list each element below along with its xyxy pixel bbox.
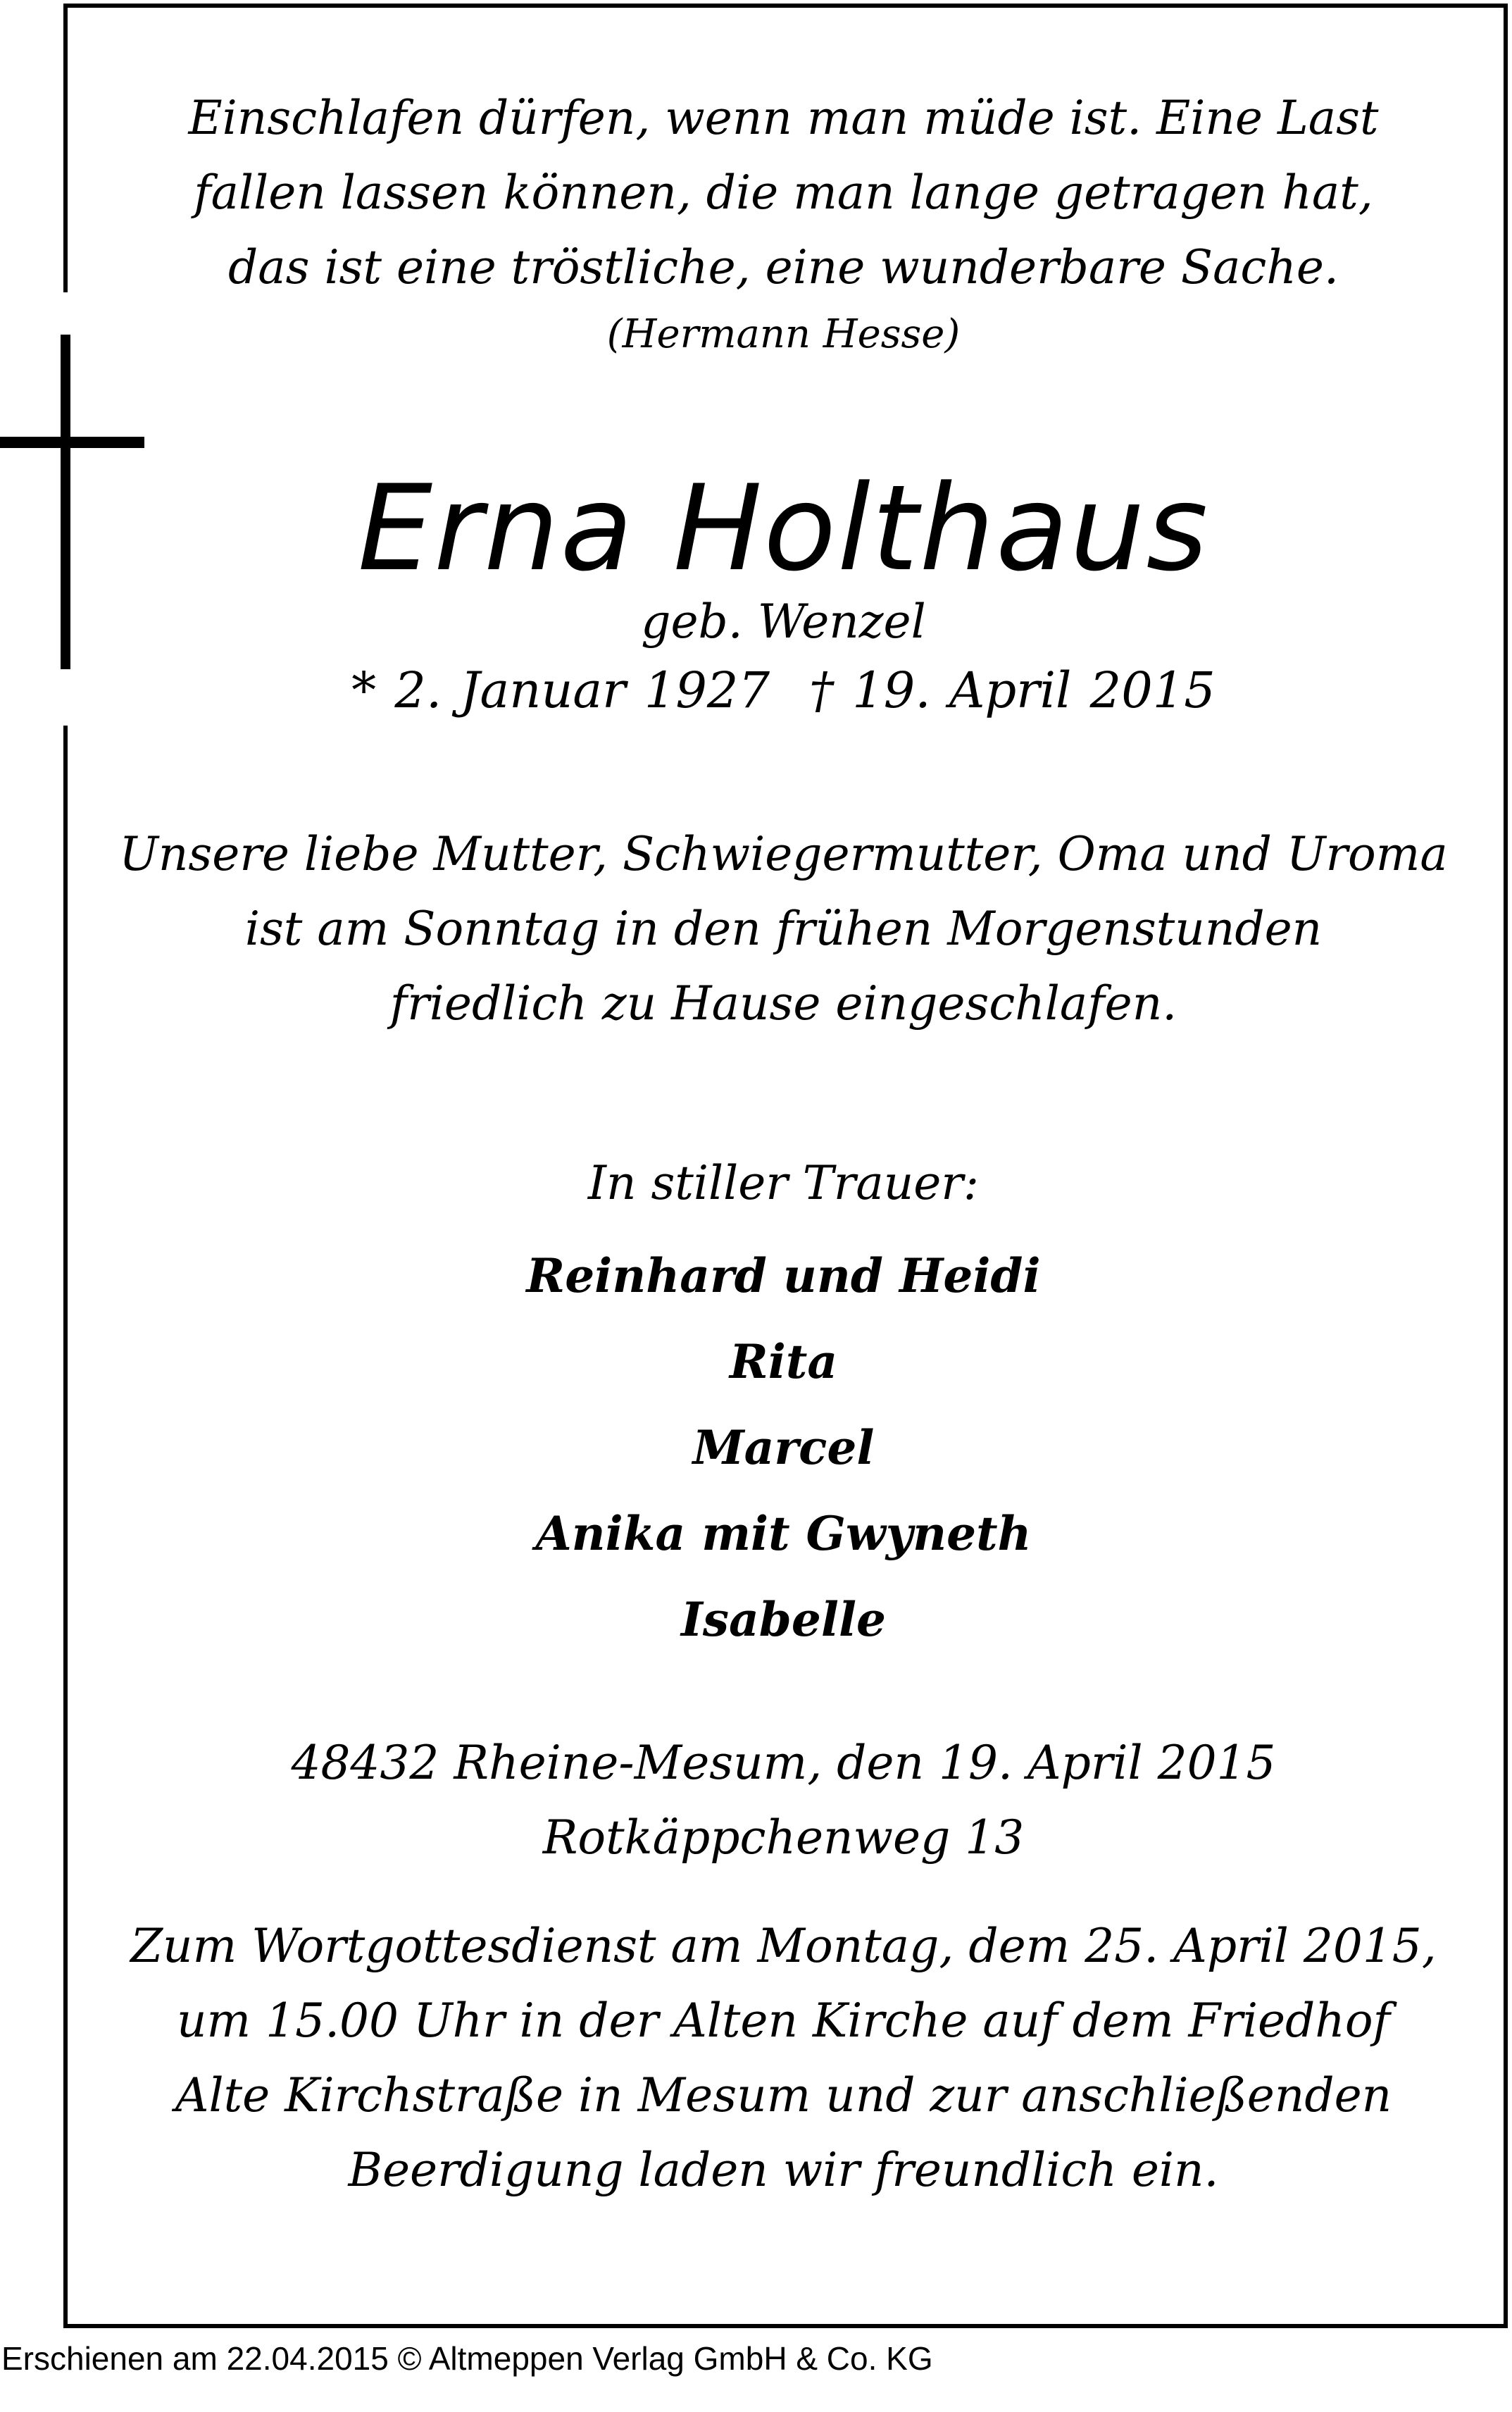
frame-border-left-upper	[63, 4, 68, 292]
deceased-name: Erna Holthaus	[357, 459, 1210, 597]
frame-border-top	[63, 4, 1508, 8]
death-date: † 19. April 2015	[809, 661, 1216, 719]
message-line: friedlich zu Hause eingeschlafen.	[389, 976, 1177, 1031]
mourner-name: Anika mit Gwyneth	[535, 1506, 1032, 1561]
mourner-name: Reinhard und Heidi	[526, 1248, 1041, 1303]
birth-date: * 2. Januar 1927	[351, 661, 770, 719]
publication-footer: Erschienen am 22.04.2015 © Altmeppen Verlag GmbH & Co. KG	[1, 2340, 933, 2377]
service-announcement	[77, 1909, 1489, 2208]
frame-border-right	[1504, 4, 1508, 2328]
service-line: Zum Wortgottesdienst am Montag, dem 25. April 2015,	[130, 1919, 1437, 1973]
location-line: 48432 Rheine-Mesum, den 19. April 2015	[291, 1736, 1276, 1790]
location-address	[77, 1726, 1489, 1875]
mourner-name: Marcel	[692, 1420, 875, 1475]
poem-line: fallen lassen können, die man lange getragen hat,	[194, 166, 1373, 220]
frame-border-left-lower	[63, 726, 68, 2328]
service-line: Alte Kirchstraße in Mesum und zur anschließenden	[175, 2068, 1392, 2122]
service-line: Beerdigung laden wir freundlich ein.	[348, 2143, 1219, 2197]
mourner-name: Rita	[729, 1334, 838, 1389]
address-line: Rotkäppchenweg 13	[542, 1810, 1025, 1865]
mourning-intro: In stiller Trauer:	[587, 1156, 980, 1210]
birth-name: geb. Wenzel	[641, 595, 926, 649]
poem-attribution: (Hermann Hesse)	[606, 311, 961, 357]
frame-border-bottom	[63, 2324, 1508, 2328]
mourners-list	[77, 1233, 1489, 1662]
service-line: um 15.00 Uhr in der Alten Kirche auf dem Friedhof	[177, 1994, 1390, 2048]
mourner-name: Isabelle	[680, 1592, 887, 1647]
life-dates	[77, 655, 1489, 726]
message-line: Unsere liebe Mutter, Schwiegermutter, Oma und Uroma	[119, 827, 1448, 881]
poem-line: das ist eine tröstliche, eine wunderbare Sache.	[228, 240, 1339, 294]
death-message	[77, 817, 1489, 1041]
poem-line: Einschlafen dürfen, wenn man müde ist. Eine Last	[188, 91, 1379, 145]
message-line: ist am Sonntag in den frühen Morgenstunden	[244, 902, 1323, 956]
poem	[77, 81, 1489, 305]
